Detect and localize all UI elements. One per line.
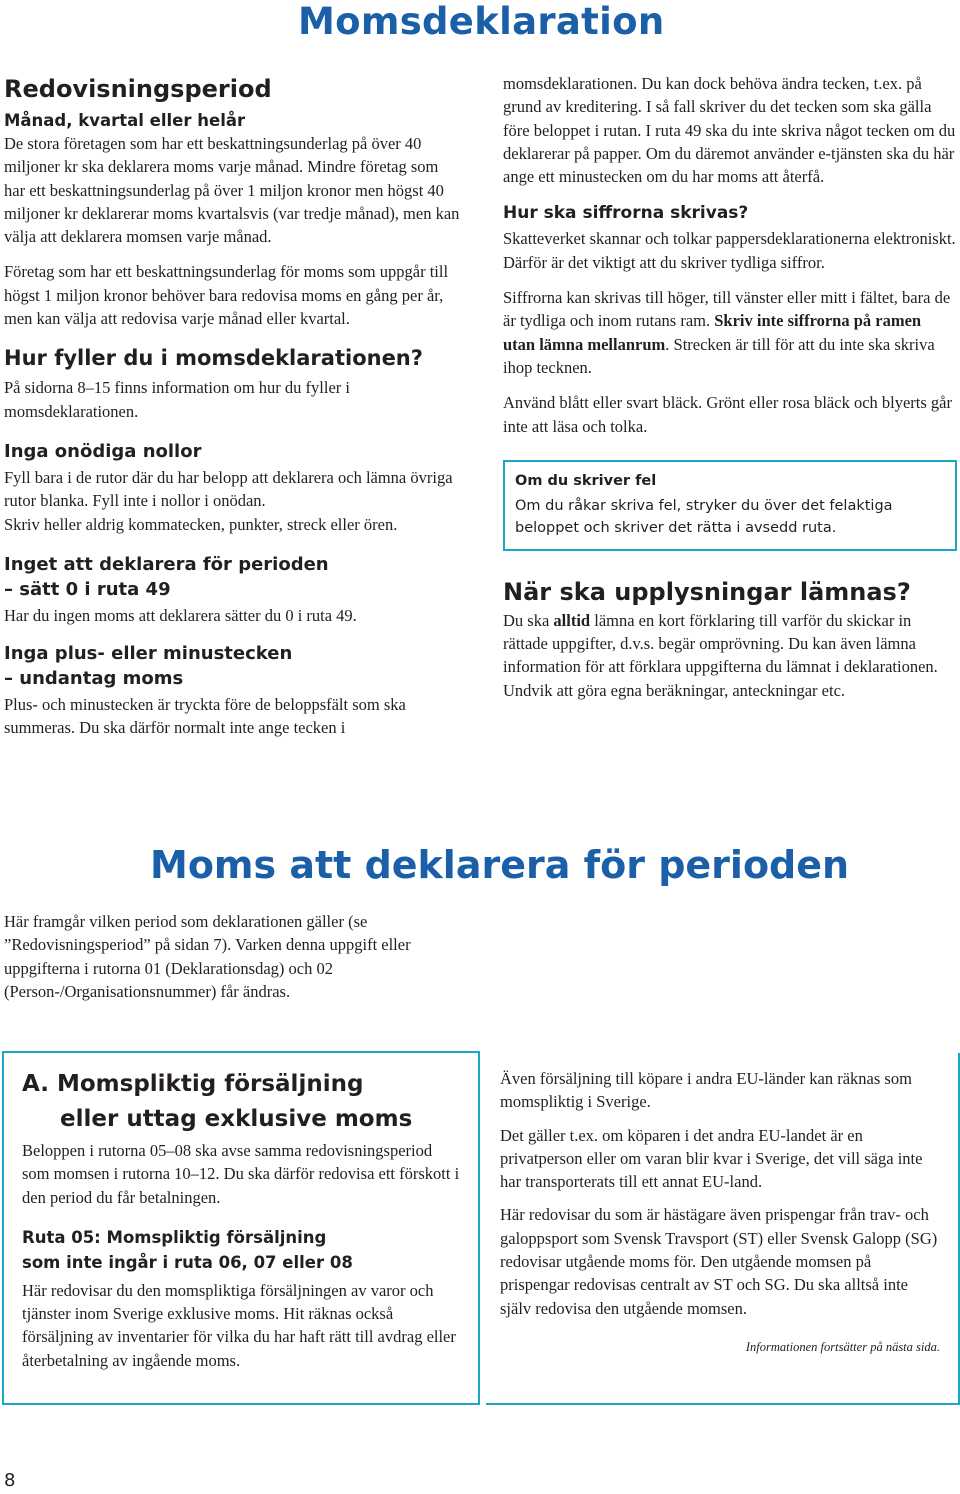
period-subtitle: Månad, kvartal eller helår [4,111,246,130]
error-box-title: Om du skriver fel [515,472,657,489]
fill-title: Hur fyller du i momsdeklarationen? [4,346,423,371]
panel-b-paragraph-3: Här redovisar du som är hästägare även prispengar från trav- och galoppsport som Svensk Travsport (ST) eller Svensk Galopp (SG) redovisar utgående moms för. Den utgående momsen på prispengar redovisas centralt av ST och SG. Du ska alltså inte själv redovisa den utgående momsen. [500,1205,938,1318]
write-paragraph-1: Skatteverket skannar och tolkar pappersdeklarationerna elektroniskt. Därför är det viktigt att du skriver tydliga siffror. [503,229,956,272]
ruta05-title-line-1: Ruta 05: Momspliktig försäljning [22,1227,327,1247]
panel-b-paragraph-1: Även försäljning till köpare i andra EU-länder kan räknas som momspliktig i Sverige. [500,1069,912,1112]
section-intro-paragraph: Här framgår vilken period som deklarationen gäller (se ”Redovisningsperiod” på sidan 7). Varken denna uppgift eller uppgifterna i rutorna 01 (Deklarationsdag) och 02 (Person-/Organisationsnummer) får ändras. [4,912,411,1001]
page-number: 8 [4,1470,16,1491]
signs-title-line-2: – undantag moms [4,668,184,690]
panel-b [486,1053,960,1403]
nothing-title-line-2: – sätt 0 i ruta 49 [4,578,171,600]
period-paragraph-2: Företag som har ett beskattningsunderlag för moms som uppgår till högst 1 miljon kronor behöver bara redovisa moms en gång per år, men kan välja att redovisa varje månad eller kvartal. [4,262,449,329]
period-title: Redovisningsperiod [4,75,272,103]
write-emphasis: Skriv inte siffrorna på ramen utan lämna mellanrum [503,311,922,354]
nothing-paragraph: Har du ingen moms att deklarera sätter du 0 i ruta 49. [4,605,357,625]
info-title: När ska upplysningar lämnas? [503,577,911,606]
panel-a [2,1053,480,1403]
zeros-paragraph-2: Skriv heller aldrig kommatecken, punkter, streck eller ören. [4,514,398,534]
signs-title-line-1: Inga plus- eller minustecken [4,643,293,665]
zeros-title: Inga onödiga nollor [4,440,202,462]
panel-a-bottom-border [2,1403,480,1405]
write-paragraph-2: Siffrorna kan skrivas till höger, till vänster eller mitt i fältet, bara de är tydliga och inom rutans ram. Skriv inte siffrorna på ramen utan lämna mellanrum. Strecken är till för att du inte ska skriva ihop tecknen. [503,288,951,377]
error-info-box [503,460,957,551]
zeros-paragraph-1: Fyll bara i de rutor där du har belopp att deklarera och lämna övriga rutor blanka. Fyll inte i nollor i onödan. [4,467,453,511]
signs-paragraph: Plus- och minustecken är tryckta före de beloppsfält som ska summeras. Du ska därför normalt inte ange tecken i [4,695,406,738]
panel-a-top-border [2,1051,480,1053]
left-column [4,72,460,740]
panel-b-paragraph-2: Det gäller t.ex. om köparen i det andra EU-landet är en privatperson eller om varan blir kvar i Sverige, det vill säga inte har transporterats till ett annat EU-land. [500,1125,923,1192]
ruta05-paragraph: Här redovisar du den momspliktiga försäljningen av varor och tjänster inom Sverige exklusive moms. Hit räknas också försäljning av inventarier för vilka du har haft rätt till avdrag eller återbetalning av ingående moms. [22,1280,456,1370]
fill-paragraph: På sidorna 8–15 finns information om hur du fyller i momsdeklarationen. [4,378,350,421]
period-paragraph-1: De stora företagen som har ett beskattningsunderlag på över 40 miljoner kr ska deklarera moms varje månad. Mindre företag som har ett beskattningsunderlag på över 1 miljon kronor men högst 40 miljoner kr deklarerar moms kvartalsvis (var tredje månad), men kan välja att deklarera momsen varje månad. [4,134,460,247]
section-intro [4,910,456,1003]
panel-b-bottom-border [486,1403,960,1405]
panel-a-title-line-1: A. Momspliktig försäljning [22,1071,364,1097]
error-box-text: Om du råkar skriva fel, stryker du över det felaktiga beloppet och skriver det rätta i avsedd ruta. [515,497,893,536]
right-column [503,72,957,702]
ruta05-title-line-2: som inte ingår i ruta 06, 07 eller 08 [22,1252,353,1272]
continued-note: Informationen fortsätter på nästa sida. [745,1339,940,1354]
write-title: Hur ska siffrorna skrivas? [503,203,749,224]
panel-a-paragraph: Beloppen i rutorna 05–08 ska avse samma redovisningsperiod som momsen i rutorna 10–12. Du ska därför redovisa ett förskott i den period du får betalningen. [22,1141,460,1207]
write-paragraph-3: Använd blått eller svart bläck. Grönt eller rosa bläck och blyerts går inte att läsa och tolka. [503,393,953,436]
signs-paragraph-continued: momsdeklarationen. Du kan dock behöva ändra tecken, t.ex. på grund av kreditering. I så fall skriver du det tecken som ska gälla före beloppet i rutan. I ruta 49 ska du inte skriva något tecken om du deklarerar på papper. Om du däremot använder e-tjänsten ska du här ange ett minustecken om du har moms att återfå. [503,74,956,187]
info-paragraph: Du ska alltid lämna en kort förklaring till varför du skickar in rättade uppgifter, d.v.s. begär omprövning. Du kan även lämna information för att förklara uppgifterna du lämnat i deklarationen. Undvik att göra egna beräkningar, anteckningar etc. [503,610,938,700]
section-title: Moms att deklarera för perioden [150,843,850,887]
page-title: Momsdeklaration [298,0,665,43]
nothing-title-line-1: Inget att deklarera för perioden [4,553,329,575]
panel-a-title-line-2: eller uttag exklusive moms [60,1106,413,1132]
